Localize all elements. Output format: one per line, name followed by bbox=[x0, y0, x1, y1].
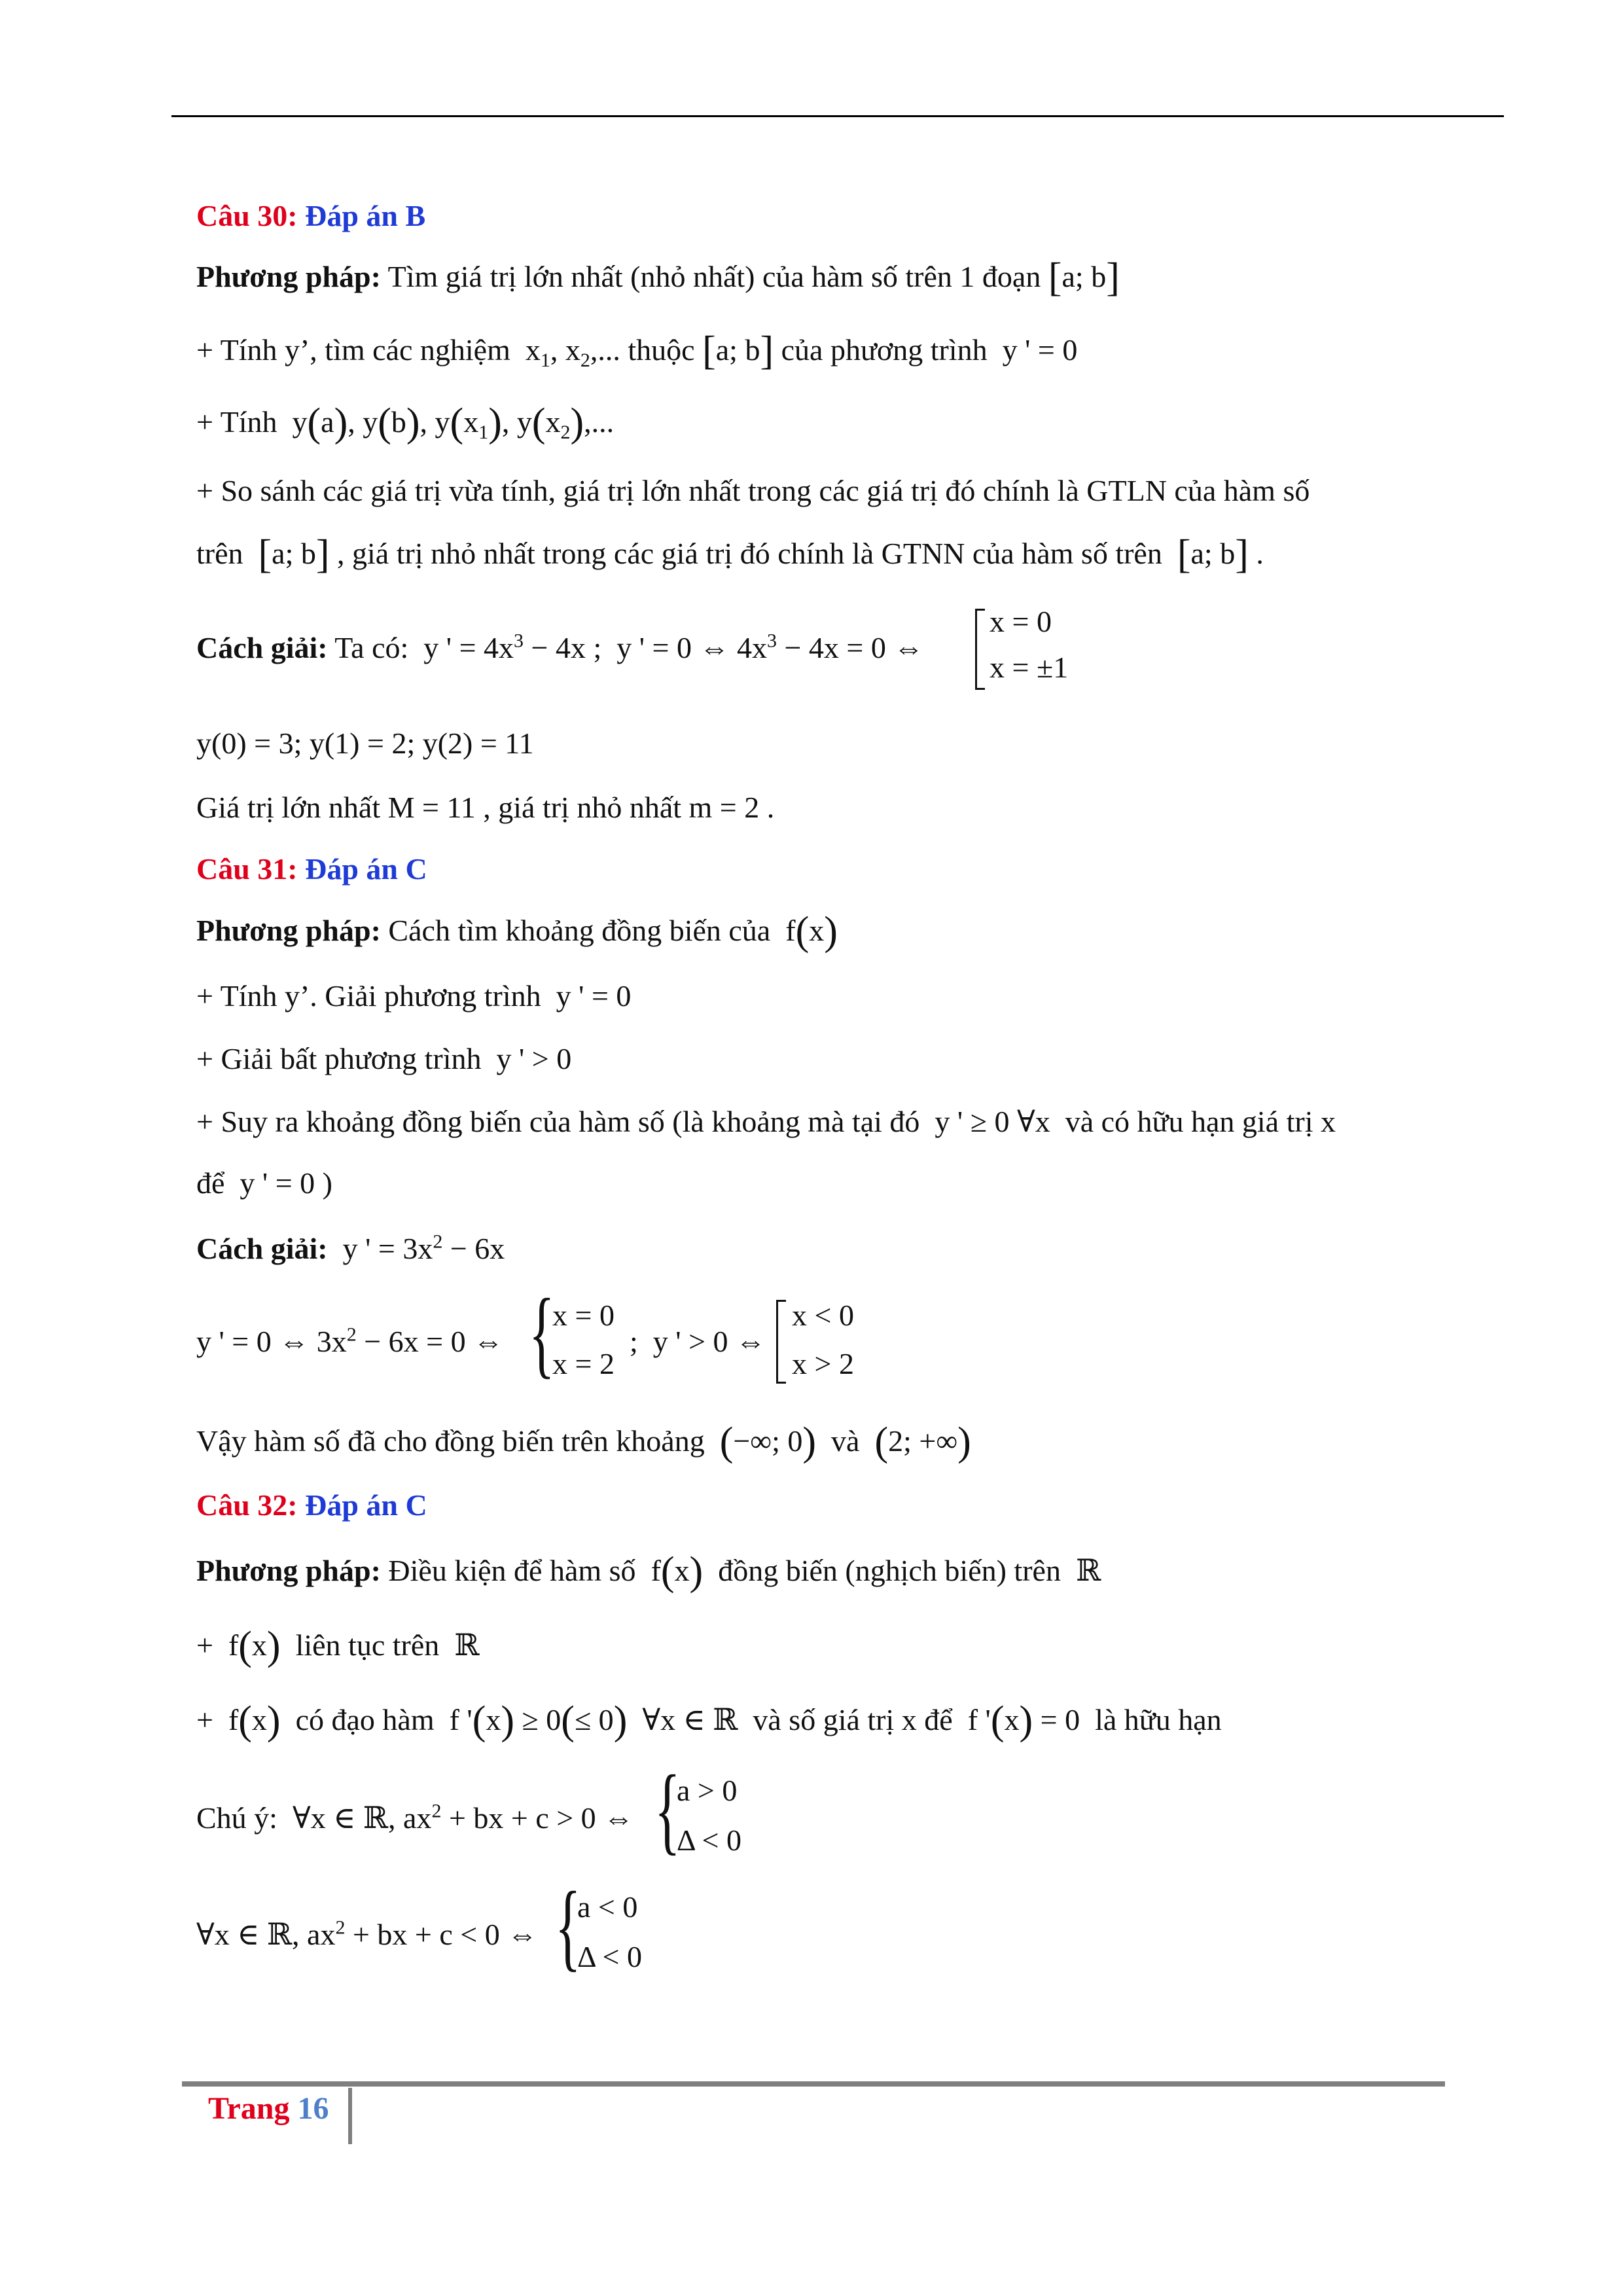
q31-step2: + Giải bất phương trình y ' > 0 bbox=[196, 1042, 572, 1075]
q32-brace-2: { bbox=[555, 1872, 581, 1981]
q32-cond1: + f(x) liên tục trên ℝ bbox=[196, 1624, 480, 1668]
q31-inequality: ; y ' > 0 ⇔ bbox=[630, 1325, 766, 1358]
q30-step1: + Tính y’, tìm các nghiệm $x_1$, $x_2$,... thuộc [a; b] của phương trình y ' = 0 bbox=[196, 329, 1078, 373]
q30-answer: Đáp án B bbox=[305, 199, 426, 232]
q30-solution-bracket bbox=[975, 609, 985, 690]
q32-brace-1: { bbox=[654, 1755, 681, 1864]
footer-rule bbox=[182, 2081, 1445, 2087]
q31-step3-line2: để y ' = 0 ) bbox=[196, 1166, 332, 1200]
q32-title bbox=[196, 1487, 427, 1524]
page-number: 16 bbox=[297, 2091, 329, 2126]
q30-step3-line1: + So sánh các giá trị vừa tính, giá trị lớn nhất trong các giá trị đó chính là GTLN của hàm số bbox=[196, 474, 1310, 507]
q30-title bbox=[196, 198, 425, 234]
q30-method: Phương pháp: Tìm giá trị lớn nhất (nhỏ nhất) của hàm số trên 1 đoạn [a; b] bbox=[196, 255, 1120, 300]
footer-divider bbox=[348, 2088, 352, 2144]
q30-values: y(0) = 3; y(1) = 2; y(2) = 11 bbox=[196, 726, 534, 760]
q31-answer: Đáp án C bbox=[305, 852, 427, 886]
header-rule bbox=[171, 115, 1504, 117]
q32-cond2: + f(x) có đạo hàm f '(x) ≥ 0(≤ 0) ∀x ∈ ℝ và số giá trị x để f '(x) = 0 là hữu hạn bbox=[196, 1698, 1222, 1743]
q32-note-2: ∀x ∈ ℝ, $ax^2$ + bx + c < 0 ⇔ bbox=[196, 1916, 538, 1951]
footer-label: Trang bbox=[208, 2091, 290, 2126]
q30-result: Giá trị lớn nhất M = 11 , giá trị nhỏ nhất m = 2 . bbox=[196, 791, 775, 824]
q31-solution: Cách giải: y ' = $3x^2 - 6x$ bbox=[196, 1230, 505, 1265]
q32-number: Câu 32: bbox=[196, 1488, 298, 1522]
page-footer bbox=[208, 2090, 329, 2126]
q31-number: Câu 31: bbox=[196, 852, 298, 886]
q31-method: Phương pháp: Cách tìm khoảng đồng biến của f(x) bbox=[196, 909, 838, 954]
q31-conclusion: Vậy hàm số đã cho đồng biến trên khoảng (−∞; 0) và (2; +∞) bbox=[196, 1420, 971, 1464]
q31-bracket-2 bbox=[776, 1300, 786, 1384]
q31-step3-line1: + Suy ra khoảng đồng biến của hàm số (là khoảng mà tại đó y ' ≥ 0 ∀x và có hữu hạn giá trị x bbox=[196, 1105, 1336, 1138]
q32-answer: Đáp án C bbox=[305, 1488, 427, 1522]
q31-step1: + Tính y’. Giải phương trình y ' = 0 bbox=[196, 979, 632, 1013]
q30-step3-line2: trên [a; b] , giá trị nhỏ nhất trong các giá trị đó chính là GTNN của hàm số trên [a; b] . bbox=[196, 532, 1264, 577]
q30-solution: Cách giải: Ta có: y ' = $4x^3 - 4x$ ; y ' = 0 ⇔ $4x^3 - 4x = 0$ ⇔ bbox=[196, 630, 924, 664]
q31-brace-1: { bbox=[529, 1279, 555, 1388]
q30-step2: + Tính y(a), y(b), $y(x_1)$, $y(x_2)$,... bbox=[196, 401, 615, 445]
q32-method: Phương pháp: Điều kiện để hàm số f(x) đồng biến (nghịch biến) trên ℝ bbox=[196, 1549, 1101, 1594]
q31-title bbox=[196, 851, 427, 888]
q31-equation: y ' = 0 ⇔ $3x^2 - 6x = 0$ ⇔ bbox=[196, 1323, 504, 1358]
q30-number: Câu 30: bbox=[196, 199, 298, 232]
q32-note-1: Chú ý: ∀x ∈ ℝ, $ax^2$ + bx + c > 0 ⇔ bbox=[196, 1800, 634, 1835]
